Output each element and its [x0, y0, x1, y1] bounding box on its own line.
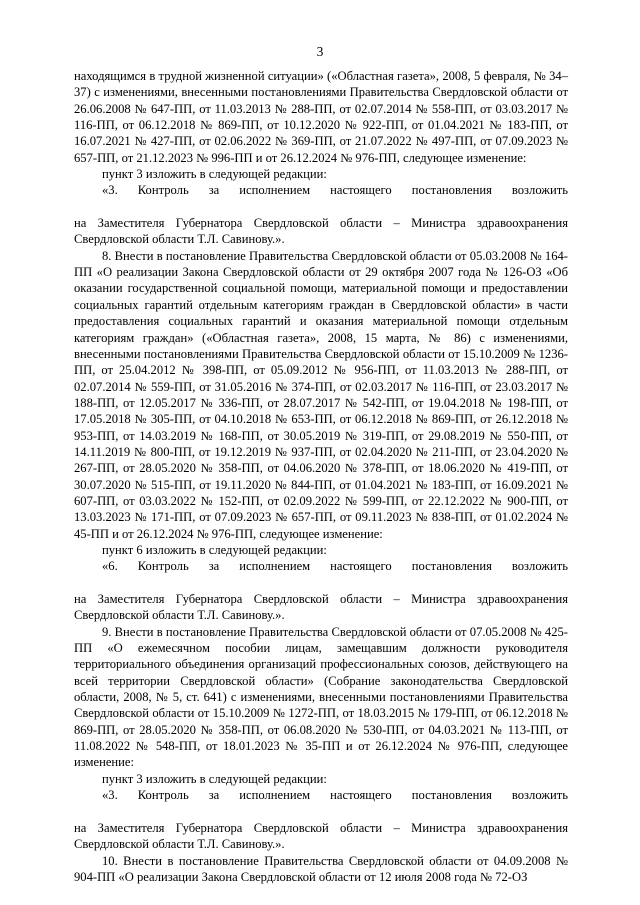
- paragraph: пункт 3 изложить в следующей редакции:: [102, 771, 327, 786]
- paragraph-text: на Заместителя Губернатора Свердловской области – Министра здравоохранения Свердловской области Т.Л. Савинову.».: [74, 820, 568, 852]
- paragraph-text: на Заместителя Губернатора Свердловской области – Министра здравоохранения Свердловской области Т.Л. Савинову.».: [74, 216, 568, 247]
- page-number: 3: [316, 44, 324, 59]
- paragraph-lead-line: «3. Контроль за исполнением настоящего постановления возложить: [102, 788, 568, 803]
- paragraph: пункт 3 изложить в следующей редакции:: [102, 167, 327, 182]
- document-body: [74, 68, 568, 885]
- paragraph-text: на Заместителя Губернатора Свердловской области – Министра здравоохранения Свердловской области Т.Л. Савинову.».: [74, 592, 568, 623]
- paragraph: [74, 558, 568, 623]
- paragraph: пункт 6 изложить в следующей редакции:: [102, 542, 327, 557]
- paragraph-lead-line: «6. Контроль за исполнением настоящего постановления возложить: [102, 559, 568, 574]
- paragraph: 9. Внести в постановление Правительства Свердловской области от 07.05.2008 № 425-ПП «О ежемесячном пособии лицам, замещавшим должности руководителя территориального объединения организаций профессиональных союзов, действующего на всей территории Свердловской области» (Собрание законодательства Свердловской области, 2008, № 5, ст. 641) с изменениями, внесенными постановлениями Правительства Свердловской области от 15.10.2009 № 1272-ПП, от 18.03.2015 № 179-ПП, от 06.12.2018 № 869-ПП, от 28.05.2020 № 358-ПП, от 06.08.2020 № 530-ПП, от 04.03.2021 № 113-ПП, от 11.08.2022 № 548-ПП, от 18.01.2023 № 35-ПП и от 26.12.2024 № 976-ПП, следующее изменение:: [74, 624, 568, 770]
- paragraph: [74, 182, 568, 247]
- paragraph: 10. Внести в постановление Правительства Свердловской области от 04.09.2008 № 904-ПП «О реализации Закона Свердловской области от 12 июля 2008 года № 72-ОЗ: [74, 853, 568, 884]
- paragraph: находящимся в трудной жизненной ситуации» («Областная газета», 2008, 5 февраля, № 34–37) с изменениями, внесенными постановлениями Правительства Свердловской области от 26.06.2008 № 647-ПП, от 11.03.2013 № 288-ПП, от 02.07.2014 № 558-ПП, от 03.03.2017 № 116-ПП, от 06.12.2018 № 869-ПП, от 10.12.2020 № 922-ПП, от 01.04.2021 № 183-ПП, от 16.07.2021 № 427-ПП, от 02.06.2022 № 369-ПП, от 21.07.2022 № 497-ПП, от 07.09.2023 № 657-ПП, от 21.12.2023 № 996-ПП и от 26.12.2024 № 976-ПП, следующее изменение:: [74, 69, 568, 165]
- paragraph: [74, 787, 568, 852]
- paragraph: 8. Внести в постановление Правительства Свердловской области от 05.03.2008 № 164-ПП «О реализации Закона Свердловской области от 29 октября 2007 года № 126-ОЗ «Об оказании государственной социальной помощи, материальной помощи и предоставлении социальных гарантий отдельным категориям граждан в Свердловской области» в части предоставления социальных гарантий и оказания материальной помощи отдельным категориям граждан» («Областная газета», 2008, 15 марта, № 86) с изменениями, внесенными постановлениями Правительства Свердловской области от 15.10.2009 № 1236-ПП, от 25.04.2012 № 398-ПП, от 05.09.2012 № 956-ПП, от 11.03.2013 № 288-ПП, от 02.07.2014 № 559-ПП, от 31.05.2016 № 374-ПП, от 02.03.2017 № 116-ПП, от 23.03.2017 № 188-ПП, от 12.05.2017 № 336-ПП, от 28.07.2017 № 542-ПП, от 19.04.2018 № 198-ПП, от 17.05.2018 № 305-ПП, от 04.10.2018 № 653-ПП, от 06.12.2018 № 869-ПП, от 26.12.2018 № 953-ПП, от 14.03.2019 № 168-ПП, от 30.05.2019 № 319-ПП, от 29.08.2019 № 550-ПП, от 14.11.2019 № 800-ПП, от 19.12.2019 № 937-ПП, от 02.04.2020 № 211-ПП, от 23.04.2020 № 267-ПП, от 28.05.2020 № 358-ПП, от 04.06.2020 № 378-ПП, от 18.06.2020 № 419-ПП, от 30.07.2020 № 515-ПП, от 19.11.2020 № 844-ПП, от 01.04.2021 № 183-ПП, от 16.09.2021 № 607-ПП, от 03.03.2022 № 152-ПП, от 02.09.2022 № 599-ПП, от 22.12.2022 № 900-ПП, от 13.03.2023 № 171-ПП, от 07.09.2023 № 657-ПП, от 09.11.2023 № 838-ПП, от 01.02.2024 № 45-ПП и от 26.12.2024 № 976-ПП, следующее изменение:: [74, 248, 568, 541]
- paragraph-lead-line: «3. Контроль за исполнением настоящего постановления возложить: [102, 183, 568, 198]
